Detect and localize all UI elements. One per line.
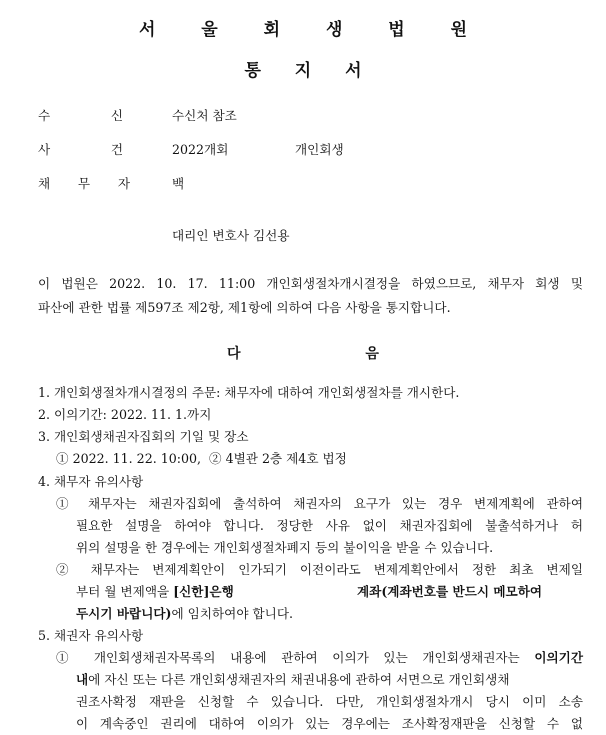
item-5a-line-1-b: 이의기간 xyxy=(534,650,583,665)
item-5a-line-2-a: 내 xyxy=(76,672,89,687)
item-4b-line-3-a: 두시기 바랍니다) xyxy=(76,606,172,621)
recipient-value: 수신처 참조 xyxy=(172,108,237,123)
item-5a-line-4: 이 계속중인 권리에 대하여 이의가 있는 경우에는 조사확정재판을 신청할 수 없 xyxy=(76,716,583,731)
item-3-sub: ① 2022. 11. 22. 10:00, ② 4별관 2층 제4호 법정 xyxy=(56,451,347,466)
item-5a-line-2-b: 에 자신 또는 다른 개인회생채권자의 채권내용에 관하여 서면으로 개인회생채 xyxy=(88,672,510,687)
item-4b-line-3 xyxy=(76,606,293,622)
agent-name: 대리인 변호사 김선용 xyxy=(172,228,290,243)
item-2: 2. 이의기간: 2022. 11. 1.까지 xyxy=(38,407,212,422)
item-4a-line-2: 필요한 설명을 하여야 합니다. 정당한 사유 없이 채권자집회에 불출석하거나 허 xyxy=(76,518,583,533)
item-4b-line-2 xyxy=(76,584,234,600)
intro-line-2: 파산에 관한 법률 제597조 제2항, 제1항에 의하여 다음 사항을 통지합니다. xyxy=(38,300,451,315)
item-5a-line-1 xyxy=(56,650,583,666)
case-type: 개인회생 xyxy=(295,142,344,157)
document-title: 통 지 서 xyxy=(244,61,376,81)
debtor-name: 백 xyxy=(172,176,185,191)
item-4b-line-2-a: 부터 월 변제액을 xyxy=(76,584,170,599)
item-4b-line-1: ② 채무자는 변제계획안이 인가되기 이전이라도 변제계획안에서 정한 최초 변제일 xyxy=(56,562,583,577)
section-title: 다 음 xyxy=(227,346,439,362)
item-5: 5. 채권자 유의사항 xyxy=(38,628,144,643)
item-1: 1. 개인회생절차개시결정의 주문: 채무자에 대하여 개인회생절차를 개시한다. xyxy=(38,385,460,400)
item-4b-line-2-c: 계좌(계좌번호를 반드시 메모하여 xyxy=(357,584,543,599)
item-4: 4. 채무자 유의사항 xyxy=(38,474,144,489)
court-name: 서 울 회 생 법 원 xyxy=(138,20,488,40)
item-5a-line-2 xyxy=(76,672,510,688)
recipient-label: 수 신 xyxy=(38,108,123,123)
item-4a-line-1: ① 채무자는 채권자집회에 출석하여 채권자의 요구가 있는 경우 변제계획에 관하여 xyxy=(56,496,583,511)
item-4b-line-3-b: 에 임치하여야 합니다. xyxy=(171,606,294,621)
case-number: 2022개회 xyxy=(172,142,229,157)
item-5a-line-3: 권조사확정 재판을 신청할 수 있습니다. 다만, 개인회생절차개시 당시 이미 소송 xyxy=(76,694,583,709)
item-5a-line-1-a: ① 개인회생채권자목록의 내용에 관하여 이의가 있는 개인회생채권자는 xyxy=(56,650,520,665)
bank-name: [신한]은행 xyxy=(173,584,234,599)
item-3: 3. 개인회생채권자집회의 기일 및 장소 xyxy=(38,429,249,444)
intro-line-1: 이 법원은 2022. 10. 17. 11:00 개인회생절차개시결정을 하였으므로, 채무자 회생 및 xyxy=(38,276,583,291)
debtor-label: 채 무 자 xyxy=(38,176,130,191)
item-4a-line-3: 위의 설명을 한 경우에는 개인회생절차폐지 등의 불이익을 받을 수 있습니다. xyxy=(76,540,494,555)
case-label: 사 건 xyxy=(38,142,123,157)
